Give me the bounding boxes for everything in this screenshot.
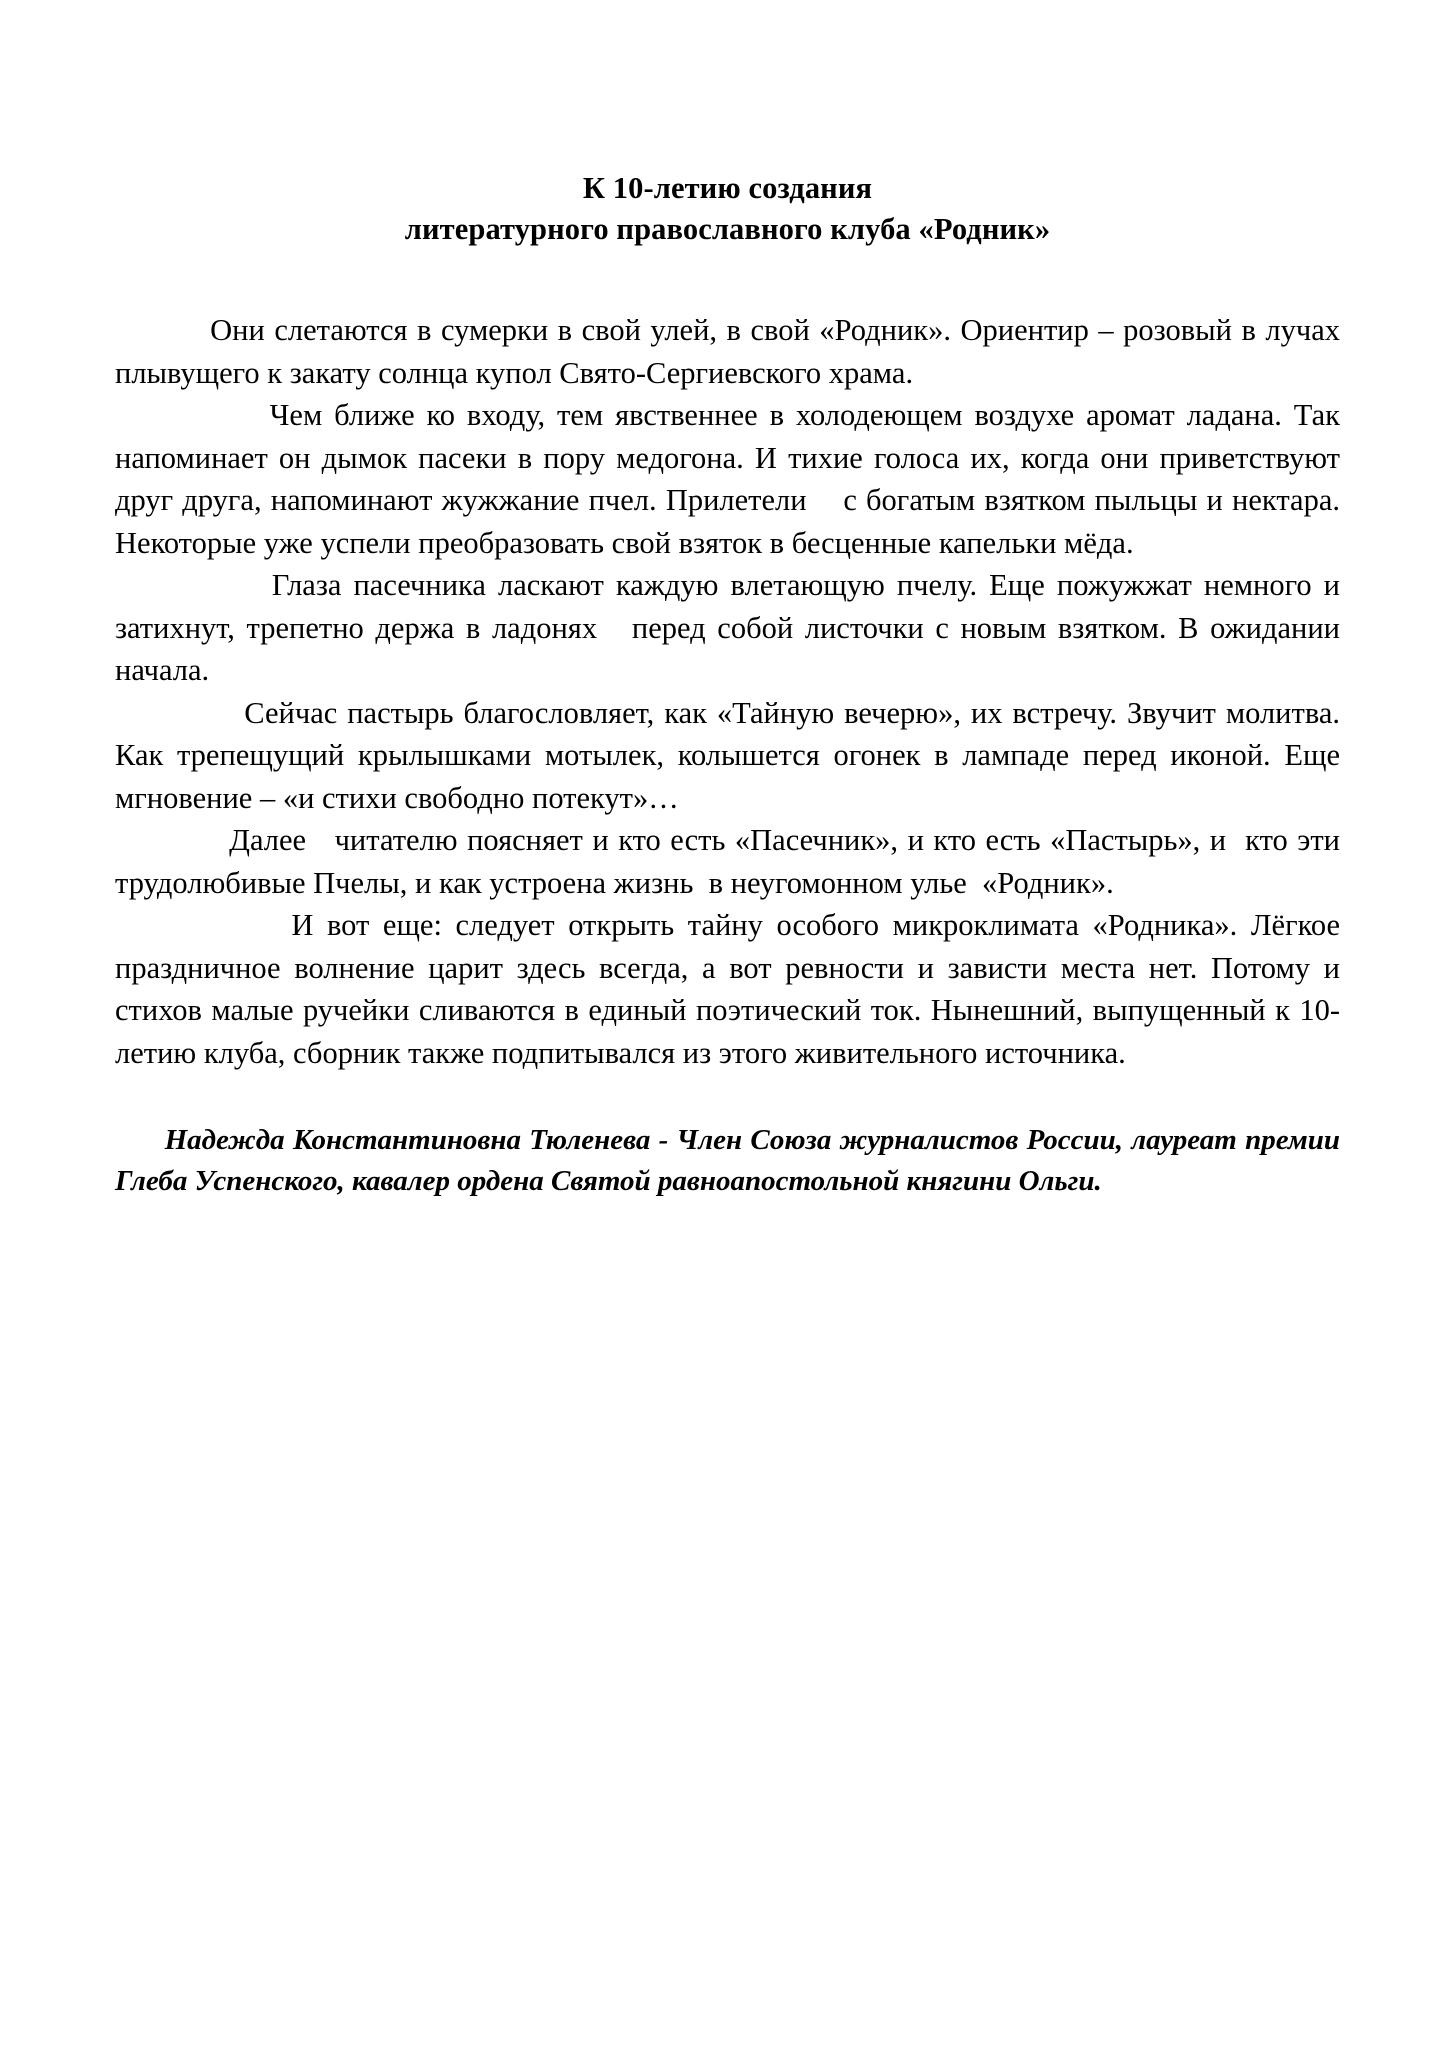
document-body	[115, 309, 1348, 1074]
author-signature-block	[115, 1120, 1348, 1202]
body-paragraph-3: Глаза пасечника ласкают каждую влетающую пчелу. Еще пожужжат немного и затихнут, трепетно держа в ладонях перед собой листочки с новым взятком. В ожидании начала.	[115, 568, 1348, 687]
author-credentials: Надежда Константиновна Тюленева - Член Союза журналистов России, лауреат премии Глеба Успенского, кавалер ордена Святой равноапостольной княгини Ольги.	[115, 1124, 1348, 1197]
body-paragraph-5: Далее читателю поясняет и кто есть «Пасечник», и кто есть «Пастырь», и кто эти трудолюбивые Пчелы, и как устроена жизнь в неугомонном улье «Родник».	[115, 823, 1348, 900]
body-paragraph-6: И вот еще: следует открыть тайну особого микроклимата «Родника». Лёгкое праздничное волнение царит здесь всегда, а вот ревности и зависти места нет. Потому и стихов малые ручейки сливаются в единый поэтический ток. Нынешний, выпущенный к 10-летию клуба, сборник также подпитывался из этого живительного источника.	[115, 908, 1348, 1070]
page-title-line-1: К 10-летию создания	[582, 171, 873, 205]
body-paragraph-1: Они слетаются в сумерки в свой улей, в свой «Родник». Ориентир – розовый в лучах плывущего к закату солнца купол Свято-Сергиевского храма.	[115, 313, 1348, 390]
page-title-line-2: литературного православного клуба «Родник»	[404, 212, 1051, 246]
body-paragraph-2: Чем ближе ко входу, тем явственнее в холодеющем воздухе аромат ладана. Так напоминает он дымок пасеки в пору медогона. И тихие голоса их, когда они приветствуют друг друга, напоминают жужжание пчел. Прилетели с богатым взятком пыльцы и нектара. Некоторые уже успели преобразовать свой взяток в бесценные капельки мёда.	[115, 398, 1348, 560]
page-title	[115, 168, 1340, 250]
body-paragraph-4: Сейчас пастырь благословляет, как «Тайную вечерю», их встречу. Звучит молитва. Как трепещущий крылышками мотылек, колышется огонек в лампаде перед иконой. Еще мгновение – «и стихи свободно потекут»…	[115, 695, 1348, 815]
